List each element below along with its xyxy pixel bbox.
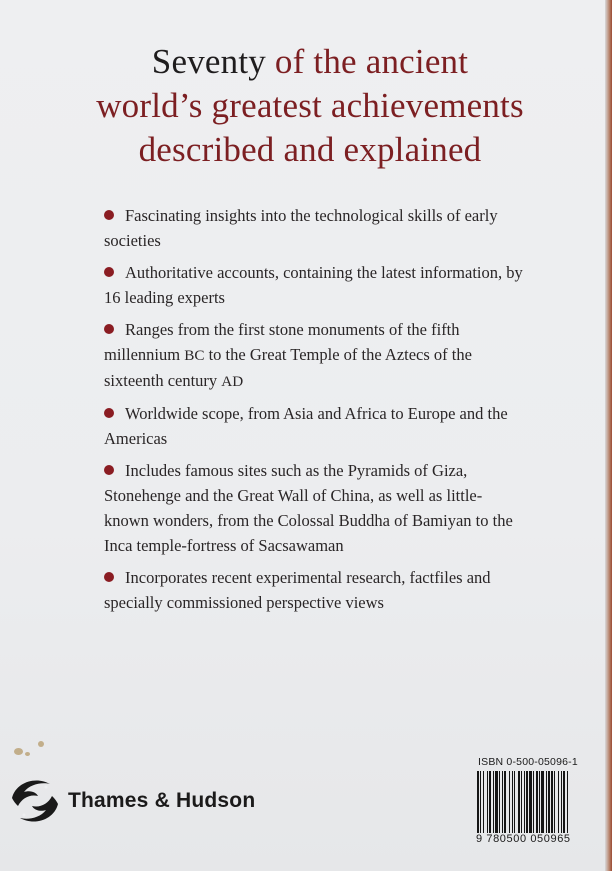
barcode-bar <box>495 771 498 833</box>
barcode-bar <box>551 771 553 833</box>
barcode-bar <box>533 771 534 833</box>
barcode-bar <box>502 771 503 833</box>
barcode-bar <box>487 771 488 833</box>
barcode-bar <box>480 771 481 833</box>
era-bc: BC <box>184 347 205 364</box>
isbn-label: ISBN 0-500-05096-1 <box>478 756 578 768</box>
headline-line2: world’s greatest achievements <box>96 86 524 125</box>
barcode-bar <box>546 771 547 833</box>
list-item-text: Fascinating insights into the technological skills of early societies <box>104 206 498 250</box>
bullet-icon <box>104 572 114 582</box>
stain-mark <box>38 741 44 747</box>
publisher-name: Thames & Hudson <box>68 789 256 812</box>
barcode-bar <box>561 771 562 833</box>
barcode-bar <box>526 771 528 833</box>
barcode-bar <box>524 771 525 833</box>
list-item <box>104 317 524 394</box>
era-ad: AD <box>221 373 244 390</box>
stain-mark <box>25 752 30 756</box>
barcode-bar <box>509 771 510 833</box>
barcode-bar <box>493 771 494 833</box>
list-item <box>104 203 524 253</box>
list-item <box>104 565 524 615</box>
barcode-bar <box>499 771 500 833</box>
barcode-bar <box>563 771 565 833</box>
barcode-bar <box>477 771 479 833</box>
list-item <box>104 458 524 558</box>
list-item <box>104 260 524 310</box>
barcode-bar <box>489 771 491 833</box>
barcode-bar <box>539 771 540 833</box>
list-item-text: to the Great Temple of the Aztecs of the sixteenth century <box>104 345 472 390</box>
list-item-text: Includes famous sites such as the Pyramids of Giza, Stonehenge and the Great Wall of China, as well as little-known wonders, from the Colossal Buddha of Bamiyan to the Inca temple-fortress of Sacsawaman <box>104 461 513 555</box>
list-item-text: Authoritative accounts, containing the latest information, by 16 leading experts <box>104 263 523 307</box>
cover-edge <box>605 0 612 871</box>
bullet-icon <box>104 465 114 475</box>
barcode-bar <box>548 771 550 833</box>
barcode-bar <box>558 771 559 833</box>
list-item-text: Incorporates recent experimental research, factfiles and specially commissioned perspective views <box>104 568 491 612</box>
feature-list <box>104 203 524 622</box>
headline-line3: described and explained <box>138 130 482 169</box>
stain-mark <box>14 748 23 755</box>
dolphins-logo-icon <box>6 772 64 830</box>
headline-lead: Seventy <box>151 42 266 81</box>
headline-line1-rest: of the ancient <box>265 42 469 81</box>
list-item <box>104 401 524 451</box>
bullet-icon <box>104 267 114 277</box>
barcode-bar <box>483 771 484 833</box>
headline <box>40 40 580 172</box>
barcode-bar <box>514 771 515 833</box>
barcode-bar <box>518 771 520 833</box>
barcode-bar <box>512 771 513 833</box>
bullet-icon <box>104 324 114 334</box>
list-item-text: Ranges from the first stone monuments of the fifth millennium <box>104 320 460 364</box>
barcode-digits: 9 780500 050965 <box>476 833 571 845</box>
barcode-bar <box>554 771 555 833</box>
barcode-bar <box>521 771 522 833</box>
barcode <box>475 771 603 833</box>
bullet-icon <box>104 210 114 220</box>
barcode-bar <box>529 771 532 833</box>
barcode-bar <box>504 771 506 833</box>
list-item-text: Worldwide scope, from Asia and Africa to Europe and the Americas <box>104 404 508 448</box>
barcode-bar <box>541 771 544 833</box>
bullet-icon <box>104 408 114 418</box>
barcode-bar <box>536 771 538 833</box>
barcode-bar <box>567 771 568 833</box>
